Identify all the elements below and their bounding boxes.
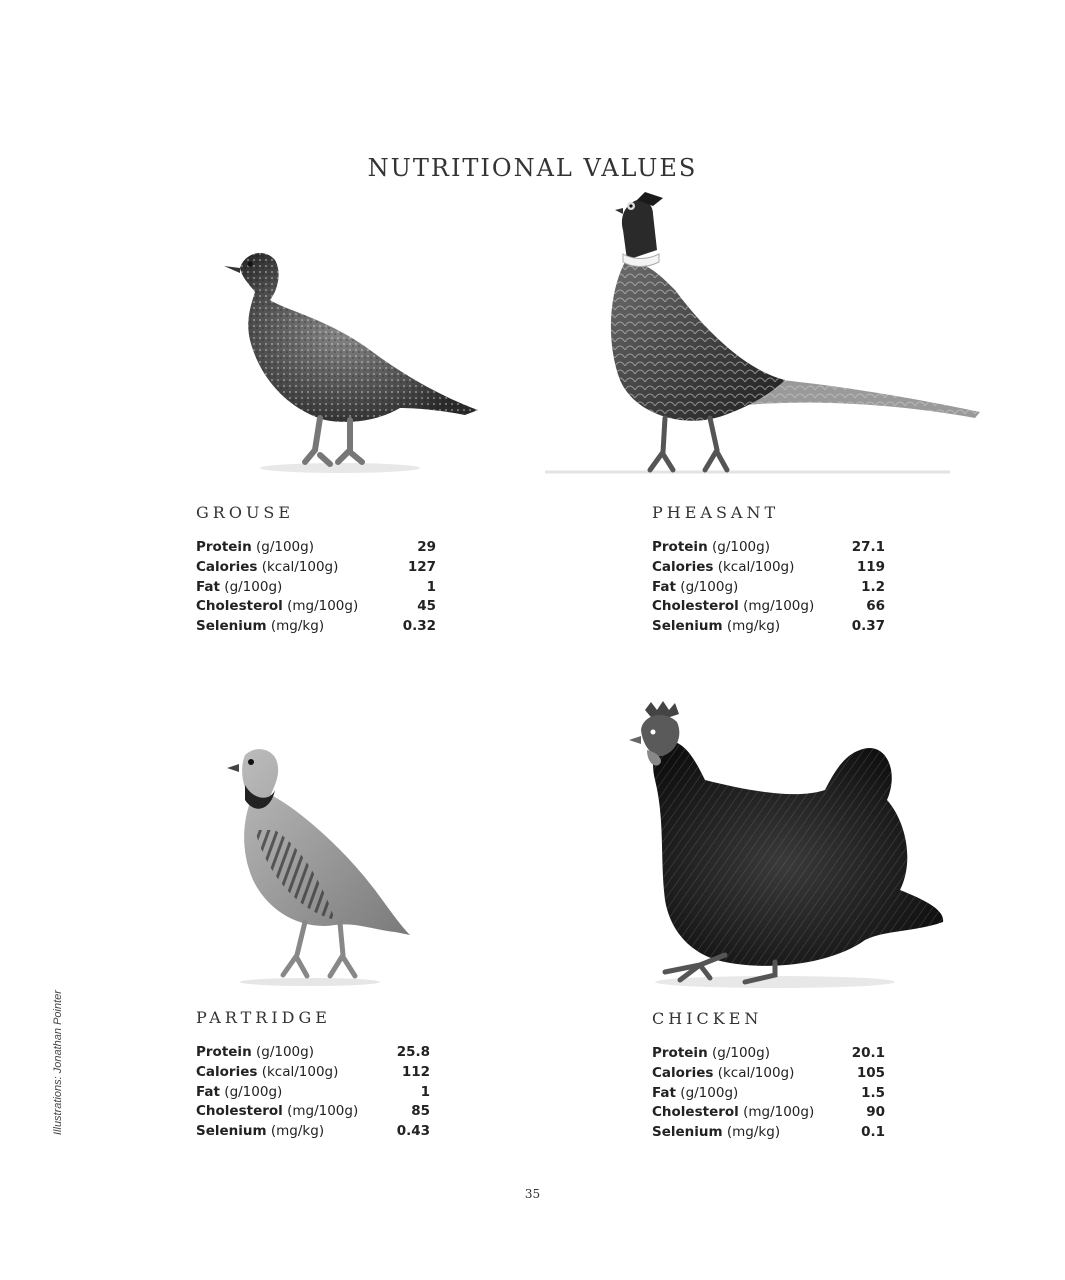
bird-name: PARTRIDGE xyxy=(196,1008,331,1027)
nutrition-row xyxy=(196,597,436,617)
nutrient-label: Calories xyxy=(652,558,714,575)
nutrient-value: 45 xyxy=(417,598,436,615)
nutrient-label: Protein xyxy=(196,1044,252,1060)
nutrition-row xyxy=(652,617,885,637)
nutrition-row xyxy=(196,538,436,558)
partridge-section xyxy=(196,1008,430,1142)
nutrient-label: Protein xyxy=(652,539,708,555)
nutrient-value: 119 xyxy=(856,558,885,575)
nutrient-unit: (mg/100g) xyxy=(287,1103,359,1120)
nutrient-label: Calories xyxy=(196,558,258,575)
nutrient-unit: (kcal/100g) xyxy=(261,1063,339,1080)
page-title: NUTRITIONAL VALUES xyxy=(367,154,698,183)
nutrient-unit: (g/100g) xyxy=(680,578,739,595)
nutrient-label: Cholesterol xyxy=(196,598,283,615)
nutrition-row xyxy=(652,538,885,558)
nutrient-value: 85 xyxy=(411,1103,430,1120)
grouse-illustration xyxy=(210,240,500,480)
nutrient-value: 127 xyxy=(407,558,436,575)
nutrition-row xyxy=(196,1063,430,1083)
nutrient-label: Selenium xyxy=(196,1123,267,1140)
chicken-illustration xyxy=(625,700,950,995)
nutrient-label: Cholesterol xyxy=(652,1104,739,1121)
nutrient-value: 1 xyxy=(420,1083,430,1100)
nutrition-row xyxy=(652,1084,885,1104)
bird-name: CHICKEN xyxy=(652,1009,763,1028)
nutrient-unit: (g/100g) xyxy=(224,1083,283,1100)
nutrient-label: Fat xyxy=(652,578,676,595)
nutrition-row xyxy=(652,1064,885,1084)
nutrition-row xyxy=(196,1102,430,1122)
nutrition-row xyxy=(196,1043,430,1063)
nutrition-row xyxy=(196,1083,430,1103)
nutrient-label: Calories xyxy=(652,1064,714,1081)
nutrient-value: 0.37 xyxy=(851,618,885,635)
nutrient-unit: (mg/kg) xyxy=(726,1124,781,1141)
nutrient-unit: (mg/kg) xyxy=(726,618,781,635)
grouse-section xyxy=(196,503,436,637)
pheasant-section xyxy=(652,503,885,637)
nutrient-unit: (mg/kg) xyxy=(270,618,325,635)
nutrient-value: 105 xyxy=(856,1064,885,1081)
nutrient-unit: (g/100g) xyxy=(255,1044,314,1060)
nutrition-row xyxy=(196,1122,430,1142)
nutrient-unit: (g/100g) xyxy=(255,539,314,555)
nutrient-value: 66 xyxy=(866,598,885,615)
nutrient-label: Fat xyxy=(652,1084,676,1101)
nutrient-value: 0.43 xyxy=(396,1123,430,1140)
nutrient-label: Calories xyxy=(196,1063,258,1080)
nutrient-value: 112 xyxy=(401,1063,430,1080)
bird-name: PHEASANT xyxy=(652,503,780,522)
nutrient-value: 0.32 xyxy=(402,618,436,635)
nutrient-unit: (g/100g) xyxy=(680,1084,739,1101)
nutrient-unit: (kcal/100g) xyxy=(261,558,339,575)
nutrient-label: Fat xyxy=(196,578,220,595)
nutrition-row xyxy=(196,578,436,598)
bird-name: GROUSE xyxy=(196,503,295,522)
nutrition-row xyxy=(652,597,885,617)
nutrient-value: 20.1 xyxy=(851,1045,885,1061)
nutrient-label: Selenium xyxy=(196,618,267,635)
nutrition-row xyxy=(652,1103,885,1123)
nutrient-value: 1.2 xyxy=(861,578,885,595)
nutrient-value: 90 xyxy=(866,1104,885,1121)
nutrition-row xyxy=(652,1123,885,1143)
nutrition-row xyxy=(652,578,885,598)
nutrient-unit: (kcal/100g) xyxy=(717,558,795,575)
nutrient-unit: (mg/kg) xyxy=(270,1123,325,1140)
illustration-credit: Illustrations: Jonathan Pointer xyxy=(52,990,64,1135)
nutrient-value: 1 xyxy=(426,578,436,595)
nutrient-label: Selenium xyxy=(652,1124,723,1141)
pheasant-illustration xyxy=(545,190,990,480)
nutrient-unit: (g/100g) xyxy=(711,1045,770,1061)
nutrition-row xyxy=(196,617,436,637)
nutrient-label: Cholesterol xyxy=(652,598,739,615)
nutrient-label: Protein xyxy=(652,1045,708,1061)
nutrient-label: Fat xyxy=(196,1083,220,1100)
nutrition-row xyxy=(652,558,885,578)
nutrient-label: Selenium xyxy=(652,618,723,635)
page-number: 35 xyxy=(524,1187,541,1201)
nutrient-value: 25.8 xyxy=(396,1044,430,1060)
nutrient-unit: (g/100g) xyxy=(711,539,770,555)
nutrient-value: 0.1 xyxy=(861,1124,885,1141)
nutrient-unit: (mg/100g) xyxy=(743,1104,815,1121)
nutrient-value: 27.1 xyxy=(851,539,885,555)
nutrient-unit: (kcal/100g) xyxy=(717,1064,795,1081)
partridge-illustration xyxy=(215,740,415,990)
nutrient-value: 1.5 xyxy=(861,1084,885,1101)
nutrition-row xyxy=(196,558,436,578)
nutrient-value: 29 xyxy=(417,539,436,555)
nutrient-unit: (mg/100g) xyxy=(287,598,359,615)
chicken-section xyxy=(652,1009,885,1143)
nutrient-unit: (mg/100g) xyxy=(743,598,815,615)
nutrient-unit: (g/100g) xyxy=(224,578,283,595)
nutrient-label: Protein xyxy=(196,539,252,555)
nutrition-row xyxy=(652,1044,885,1064)
nutrient-label: Cholesterol xyxy=(196,1103,283,1120)
